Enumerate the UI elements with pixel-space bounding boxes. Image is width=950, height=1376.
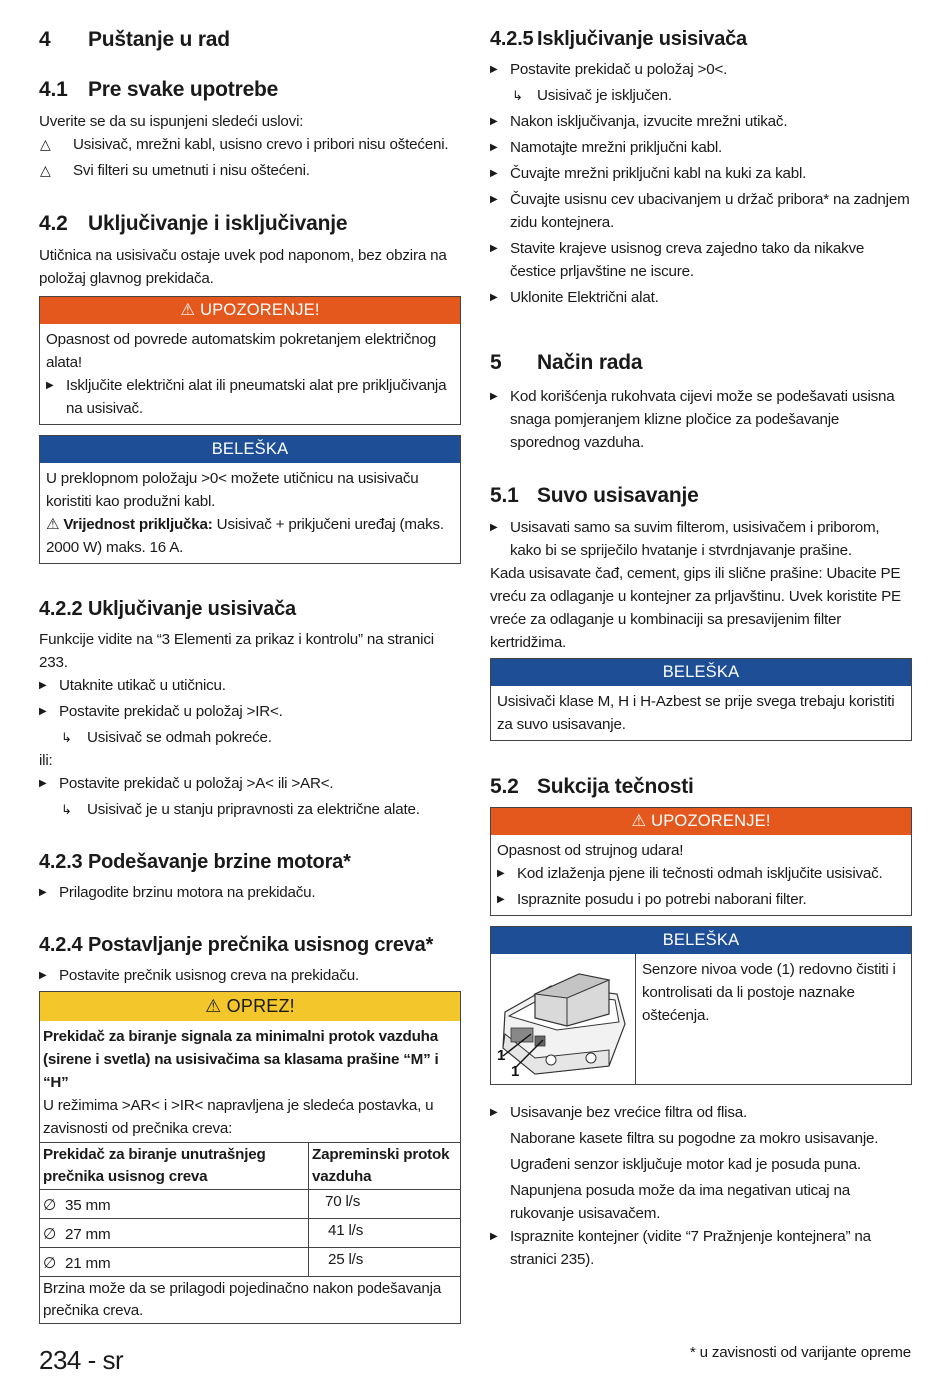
- step-item: ▶ Usisavati samo sa suvim filterom, usisivačem i priborom, kako bi se spriječilo hvatanje i stvrdnjavanje prašine.: [490, 516, 912, 562]
- arrow-bullet-icon: ▶: [490, 391, 498, 402]
- step-item: ▶ Postavite prekidač u položaj >0<.: [490, 58, 912, 81]
- continuation-text: Napunjena posuda može da ima negativan uticaj na rukovanje usisavačem.: [510, 1182, 850, 1222]
- table-row: ∅ 21 mm 25 l/s: [40, 1248, 460, 1277]
- section-4-2-4: [39, 934, 461, 1324]
- arrow-bullet-icon: ▶: [490, 194, 498, 205]
- table-row: ∅ 27 mm 41 l/s: [40, 1219, 460, 1248]
- step-item: ▶ Nakon isključivanja, izvucite mrežni utikač.: [490, 110, 912, 133]
- section-4-2-3-heading: 4.2.3 Podešavanje brzine motora*: [39, 851, 351, 873]
- arrow-bullet-icon: ▶: [490, 1107, 498, 1118]
- arrow-bullet-icon: ▶: [490, 64, 498, 75]
- note-box: [39, 435, 461, 564]
- result-item: ↳ Usisivač je u stanju pripravnosti za električne alate.: [39, 798, 461, 821]
- section-4-1-heading: 4.1 Pre svake upotrebe: [39, 78, 279, 101]
- section-5-2-heading: 5.2 Sukcija tečnosti: [490, 775, 694, 798]
- section-4-1: [39, 78, 461, 182]
- warning-box: [490, 807, 912, 916]
- arrow-bullet-icon: ▶: [39, 970, 47, 981]
- diameter-icon: ∅: [43, 1226, 57, 1243]
- section-4-2-intro: Utičnica na usisivaču ostaje uvek pod naponom, bez obzira na položaj glavnog prekidača.: [39, 247, 447, 287]
- caution-box: [39, 991, 461, 1324]
- right-column: [490, 28, 912, 1301]
- condition-item: △ Svi filteri su umetnuti i nisu oštećeni.: [39, 159, 461, 182]
- table-row: ∅ 35 mm 70 l/s: [40, 1190, 460, 1219]
- section-4-2-5: [490, 28, 912, 309]
- warning-text: Opasnost od strujnog udara!: [497, 842, 684, 859]
- step-item: ▶ Postavite prekidač u položaj >IR<.: [39, 700, 461, 723]
- note-text: Senzore nivoa vode (1) redovno čistiti i kontrolisati da li postoje naznake oštećenja.: [642, 961, 896, 1024]
- arrow-bullet-icon: ▶: [490, 292, 498, 303]
- step-item: ▶ Usisavanje bez vrećice filtra od flisa.: [490, 1101, 912, 1124]
- step-item: ▶ Uklonite Električni alat.: [490, 286, 912, 309]
- result-item: ↳ Usisivač je isključen.: [490, 84, 912, 107]
- warning-box: [39, 296, 461, 425]
- diameter-icon: ∅: [43, 1197, 57, 1214]
- note-connection-value: ⚠ Vrijednost priključka: Usisivač + prikjučeni uređaj (maks. 2000 W) maks. 16 A.: [46, 516, 444, 556]
- note-text: U preklopnom položaju >0< možete utičnicu na usisivaču koristiti kao produžni kabl.: [46, 470, 419, 510]
- step-item: ▶ Ispraznite kontejner (vidite “7 Pražnjenje kontejnera” na stranici 235).: [490, 1225, 912, 1271]
- or-text: ili:: [39, 752, 53, 769]
- arrow-bullet-icon: ▶: [39, 706, 47, 717]
- section-4-2-2-heading: 4.2.2 Uključivanje usisivača: [39, 598, 296, 620]
- warning-text: Opasnost od povrede automatskim pokretanjem električnog alata!: [46, 331, 436, 371]
- step-item: ▶ Postavite prekidač u položaj >A< ili >AR<.: [39, 772, 461, 795]
- section-4-2-5-heading: 4.2.5 Isključivanje usisivača: [490, 28, 747, 50]
- note-header: BELEŠKA: [40, 436, 460, 463]
- caution-header: ⚠ OPREZ!: [40, 992, 460, 1021]
- triangle-icon: △: [40, 162, 51, 178]
- warning-header: ⚠ UPOZORENJE!: [40, 297, 460, 324]
- section-5-1: [490, 484, 912, 741]
- section-5: [490, 351, 912, 454]
- triangle-icon: △: [40, 136, 51, 152]
- section-4-2-heading: 4.2 Uključivanje i isključivanje: [39, 212, 348, 235]
- arrow-bullet-icon: ▶: [490, 142, 498, 153]
- arrow-bullet-icon: ▶: [39, 680, 47, 691]
- section-5-1-heading: 5.1 Suvo usisavanje: [490, 484, 699, 507]
- result-arrow-icon: ↳: [61, 730, 72, 745]
- step-item: ▶ Namotajte mrežni priključni kabl.: [490, 136, 912, 159]
- arrow-bullet-icon: ▶: [490, 116, 498, 127]
- arrow-bullet-icon: ▶: [46, 380, 54, 391]
- warning-action: ▶ Isključite električni alat ili pneumatski alat pre priključivanja na usisivač.: [46, 374, 454, 420]
- step-item: ▶ Čuvajte mrežni priključni kabl na kuki za kabl.: [490, 162, 912, 185]
- arrow-bullet-icon: ▶: [490, 243, 498, 254]
- note-box: [490, 926, 912, 1085]
- vacuum-illustration: [491, 954, 635, 1084]
- arrow-bullet-icon: ▶: [39, 887, 47, 898]
- section-4-2-2: [39, 598, 461, 821]
- note-header: BELEŠKA: [491, 927, 911, 954]
- arrow-bullet-icon: ▶: [39, 778, 47, 789]
- table-footer: Brzina može da se prilagodi pojedinačno nakon podešavanja prečnika creva.: [40, 1277, 460, 1324]
- result-arrow-icon: ↳: [61, 802, 72, 817]
- footnote: * u zavisnosti od varijante opreme: [689, 1344, 911, 1361]
- warning-header: ⚠ UPOZORENJE!: [491, 808, 911, 835]
- step-item: ▶ Postavite prečnik usisnog creva na prekidaču.: [39, 964, 461, 987]
- left-column: [39, 28, 461, 1354]
- arrow-bullet-icon: ▶: [497, 894, 505, 905]
- figure-label-1: 1: [511, 1063, 520, 1080]
- table-header-diameter: Prekidač za biranje unutrašnjeg prečnika usisnog creva: [40, 1143, 309, 1190]
- warning-action: ▶ Ispraznite posudu i po potrebi naborani filter.: [497, 888, 905, 911]
- page-number: 234 - sr: [39, 1345, 124, 1375]
- step-item: ▶ Stavite krajeve usisnog creva zajedno tako da nikakve čestice prljavštine ne iscure.: [490, 237, 912, 283]
- section-4-heading: 4 Puštanje u rad: [39, 28, 230, 51]
- figure-label-1: 1: [497, 1047, 506, 1064]
- vacuum-figure: [491, 954, 636, 1084]
- airflow-table: [40, 1142, 460, 1323]
- caution-bold-text: Prekidač za biranje signala za minimalni protok vazduha (sirene i svetla) na usisivačima sa klasama prašine “M” i “H”: [43, 1028, 439, 1091]
- step-item: ▶ Kod korišćenja rukohvata cijevi može se podešavati usisna snaga pomjeranjem klizne pločice za podešavanje sporednog vazduha.: [490, 385, 912, 454]
- warning-action: ▶ Kod izlaženja pjene ili tečnosti odmah isključite usisivač.: [497, 862, 905, 885]
- note-text: Usisivači klase M, H i H-Azbest se prije svega trebaju koristiti za suvo usisavanje.: [497, 693, 895, 733]
- step-item: ▶ Čuvajte usisnu cev ubacivanjem u držač pribora* na zadnjem zidu kontejnera.: [490, 188, 912, 234]
- arrow-bullet-icon: ▶: [490, 522, 498, 533]
- section-4-2-3: [39, 851, 461, 904]
- section-5-heading: 5 Način rada: [490, 351, 643, 374]
- section-5-2: [490, 775, 912, 1271]
- condition-item: △ Usisivač, mrežni kabl, usisno crevo i pribori nisu oštećeni.: [39, 133, 461, 156]
- note-box: [490, 658, 912, 741]
- continuation-text: Ugrađeni senzor isključuje motor kad je posuda puna.: [510, 1156, 861, 1173]
- section-4-2-4-heading: 4.2.4 Postavljanje prečnika usisnog creva*: [39, 934, 434, 956]
- arrow-bullet-icon: ▶: [490, 168, 498, 179]
- continuation-text: Naborane kasete filtra su pogodne za mokro usisavanje.: [510, 1130, 879, 1147]
- diameter-icon: ∅: [43, 1255, 57, 1272]
- step-item: ▶ Utaknite utikač u utičnicu.: [39, 674, 461, 697]
- arrow-bullet-icon: ▶: [497, 868, 505, 879]
- section-5-1-text: Kada usisavate čađ, cement, gips ili slične prašine: Ubacite PE vreću za odlaganje u kontejner za prljavštinu. Uvek koristite PE vreće za odlaganje u kombinaciji sa presavijenim filter kertridžima.: [490, 565, 901, 651]
- result-arrow-icon: ↳: [512, 88, 523, 103]
- step-item: ▶ Prilagodite brzinu motora na prekidaču.: [39, 881, 461, 904]
- section-4-2: [39, 212, 461, 564]
- section-4-2-2-intro: Funkcije vidite na “3 Elementi za prikaz i kontrolu” na stranici 233.: [39, 631, 434, 671]
- result-item: ↳ Usisivač se odmah pokreće.: [39, 726, 461, 749]
- section-4-1-intro: Uverite se da su ispunjeni sledeći uslovi:: [39, 113, 304, 130]
- arrow-bullet-icon: ▶: [490, 1231, 498, 1242]
- table-header-flow: Zapreminski protok vazduha: [309, 1143, 461, 1190]
- caution-text: U režimima >AR< i >IR< napravljena je sledeća postavka, u zavisnosti od prečnika creva:: [43, 1097, 434, 1137]
- note-header: BELEŠKA: [491, 659, 911, 686]
